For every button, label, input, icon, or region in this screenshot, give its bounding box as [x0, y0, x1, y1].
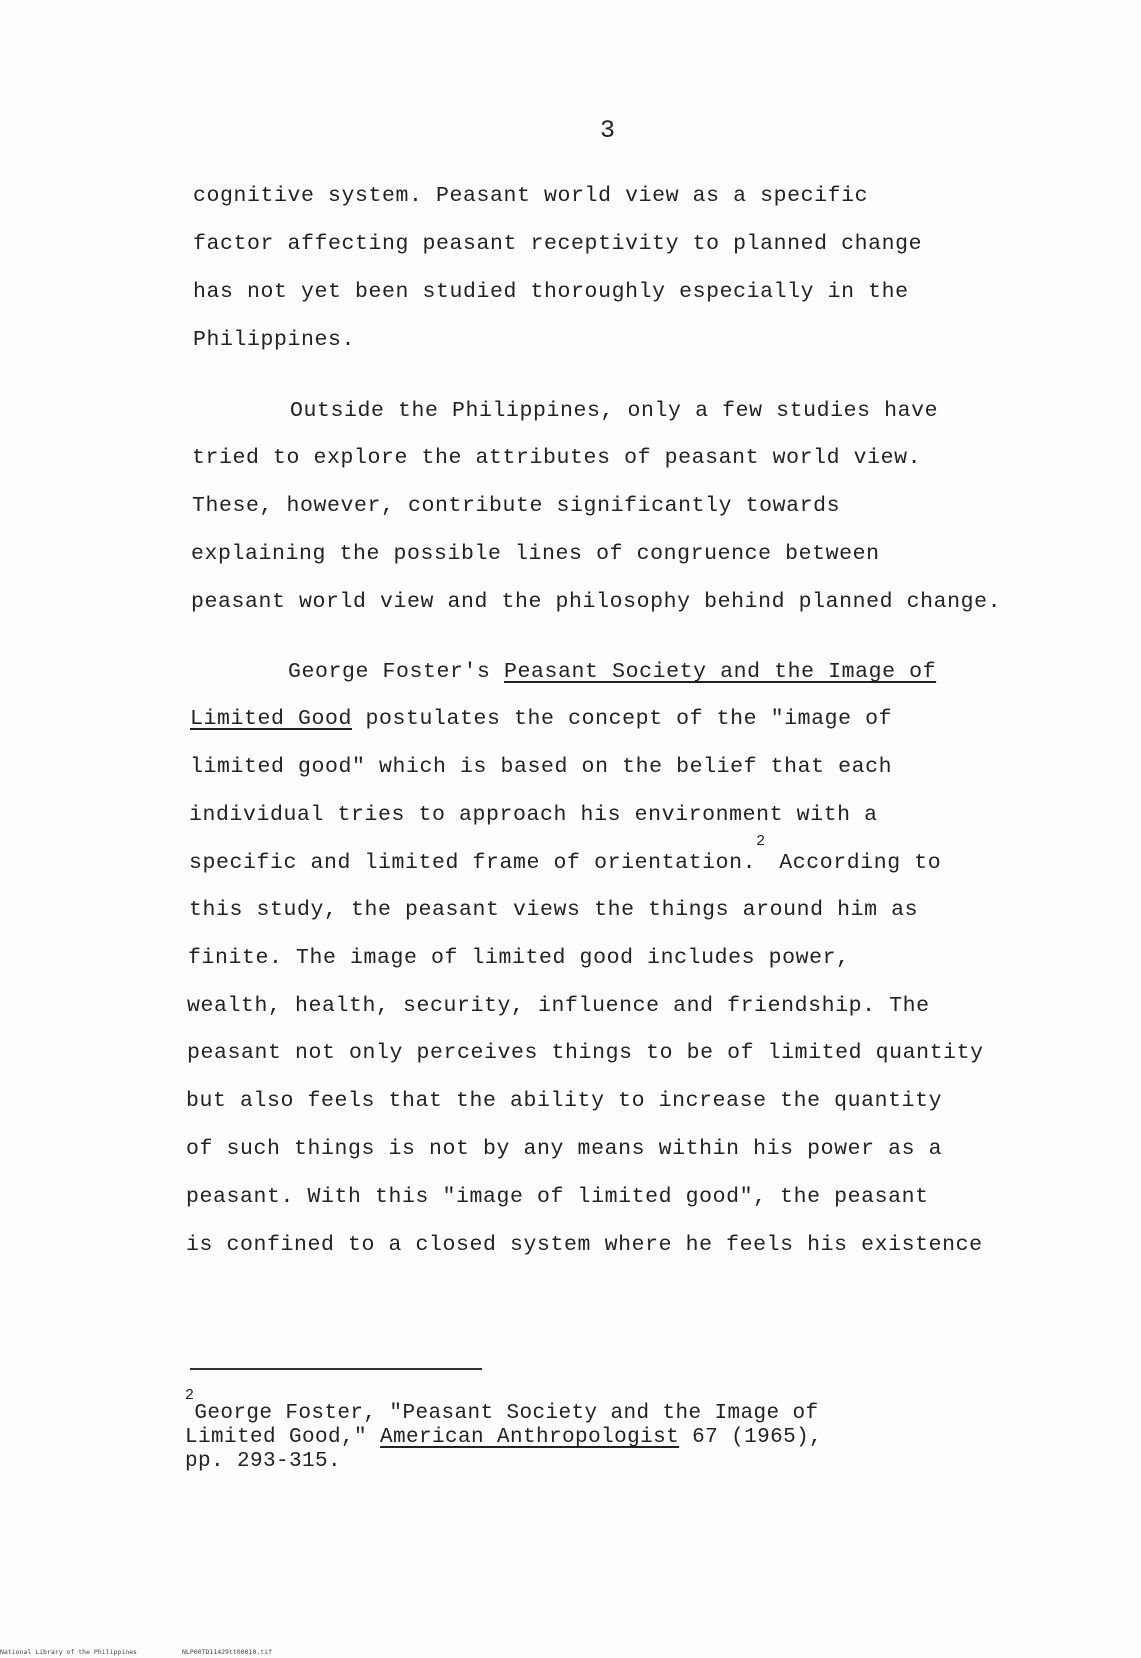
text-line: is confined to a closed system where he feels his existence [186, 1233, 983, 1257]
file-id: NLP00TD11429tt00010.tif [182, 1648, 273, 1656]
text-line [190, 704, 892, 734]
footnote-line [185, 1426, 822, 1450]
text-line: finite. The image of limited good includes power, [188, 946, 850, 970]
text-line: These, however, contribute significantly towards [192, 494, 841, 518]
text-run: According to [765, 851, 942, 875]
text-run: postulates the concept of the "image of [352, 707, 893, 731]
text-line: Outside the Philippines, only a few studies have [290, 399, 939, 423]
text-line: peasant. With this "image of limited good", the peasant [186, 1185, 929, 1209]
book-title: Limited Good [190, 707, 353, 731]
text-line: explaining the possible lines of congruence between [191, 542, 880, 566]
text-run: George Foster, "Peasant Society and the Image of [194, 1402, 819, 1425]
text-line: limited good" which is based on the belief that each [190, 755, 893, 779]
text-line: tried to explore the attributes of peasant world view. [192, 446, 922, 470]
text-line: of such things is not by any means within his power as a [186, 1137, 943, 1161]
text-line: Philippines. [193, 328, 356, 352]
text-line [189, 833, 942, 878]
text-line: peasant world view and the philosophy behind planned change. [191, 590, 1002, 614]
text-line: this study, the peasant views the things around him as [189, 898, 919, 922]
footnote-marker: 2 [185, 1387, 195, 1404]
journal-title: American Anthropologist [380, 1426, 680, 1449]
text-line [288, 657, 936, 687]
book-title: Peasant Society and the Image of [504, 660, 937, 684]
text-line: but also feels that the ability to increase the quantity [186, 1089, 943, 1113]
text-line: wealth, health, security, influence and friendship. The [187, 994, 930, 1018]
footnote-divider [190, 1368, 482, 1370]
text-line: individual tries to approach his environment with a [189, 803, 878, 827]
text-line: cognitive system. Peasant world view as a specific [193, 184, 869, 208]
text-line: peasant not only perceives things to be of limited quantity [187, 1041, 984, 1065]
library-credit: National Library of the Philippines [0, 1648, 137, 1656]
text-run: George Foster's [288, 660, 505, 684]
text-line: factor affecting peasant receptivity to planned change [193, 232, 923, 256]
footnote-line: pp. 293-315. [185, 1450, 342, 1473]
footnote-line [185, 1387, 819, 1426]
text-run: Limited Good," [185, 1426, 381, 1449]
page-number: 3 [600, 116, 616, 145]
text-run: 67 (1965), [679, 1426, 823, 1449]
footnote-reference: 2 [756, 833, 766, 850]
text-run: specific and limited frame of orientation. [189, 851, 757, 875]
text-line: has not yet been studied thoroughly especially in the [193, 280, 909, 304]
